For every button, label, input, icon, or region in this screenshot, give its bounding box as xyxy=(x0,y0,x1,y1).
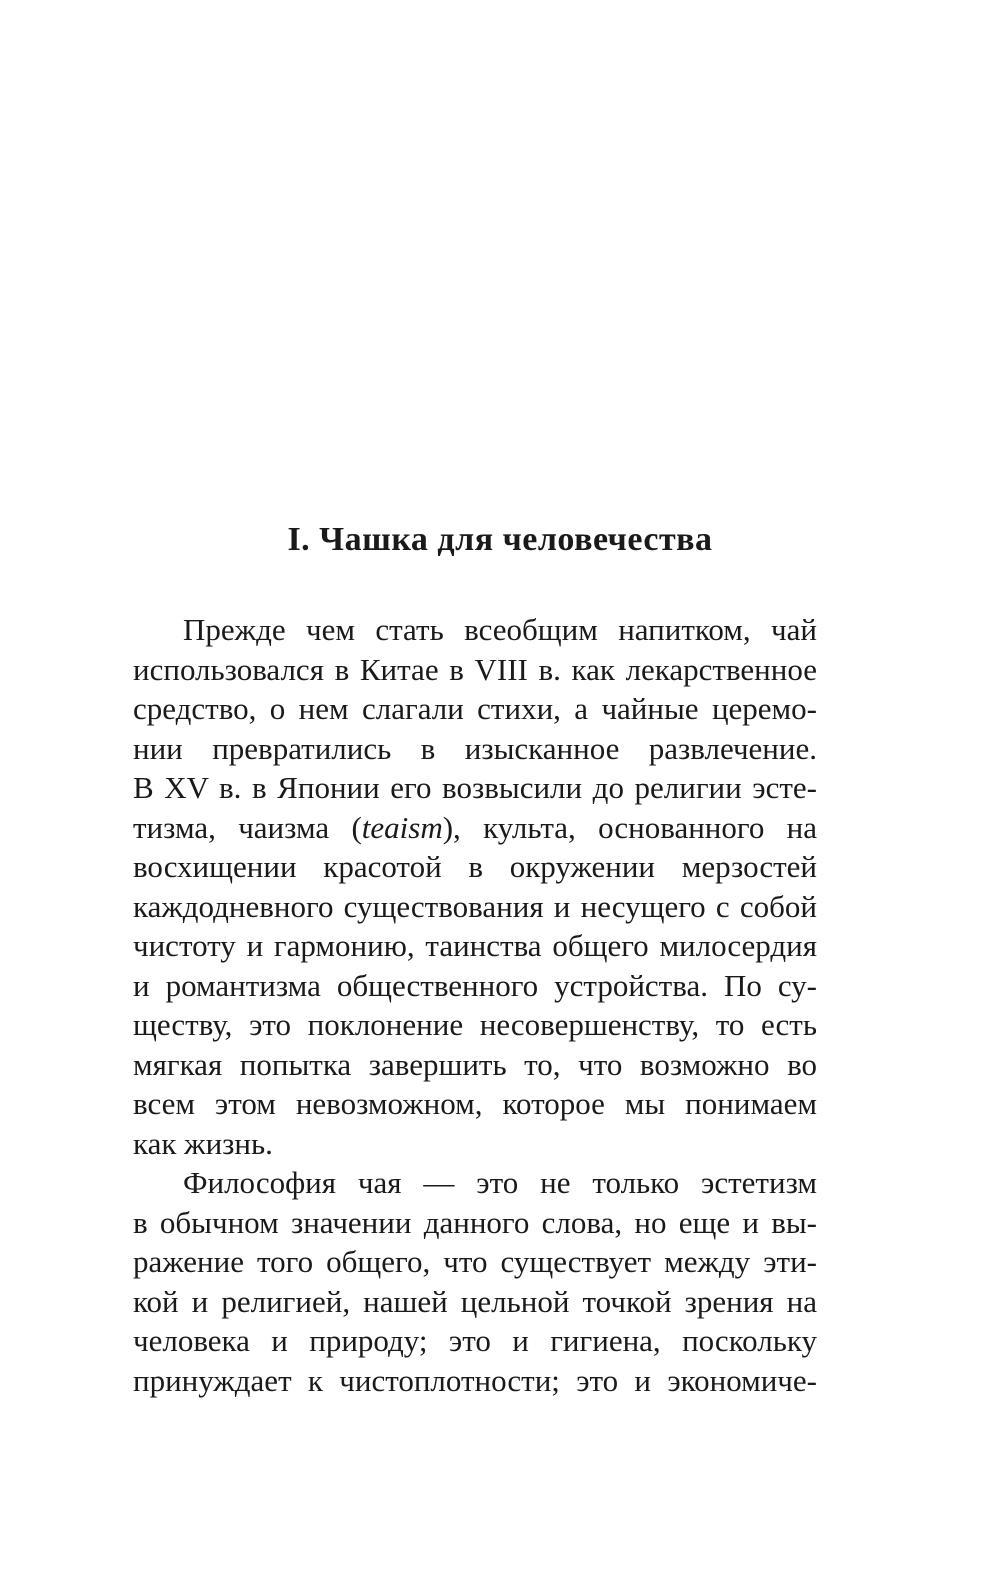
text-fragment: тизма, чаизма ( xyxy=(133,809,362,845)
body-text xyxy=(133,610,817,1400)
text-line: чистоту и гармонию, таинства общего милосердия xyxy=(133,928,817,963)
paragraph-1 xyxy=(133,610,817,1163)
italic-term: teaism xyxy=(361,809,443,845)
text-line: ражение того общего, что существует между эти- xyxy=(133,1244,817,1279)
text-line: и романтизма общественного устройства. По су- xyxy=(133,967,817,1003)
text-line: в обычном значении данного слова, но еще и вы- xyxy=(133,1204,817,1240)
text-line: человека и природу; это и гигиена, поскольку xyxy=(133,1323,817,1358)
text-line: кой и религией, нашей цельной точкой зрения на xyxy=(133,1283,817,1319)
text-line: средство, о нем слагали стихи, а чайные церемо- xyxy=(133,691,817,726)
text-line: как жизнь. xyxy=(133,1125,273,1161)
text-line: каждодневного существования и несущего с собой xyxy=(133,888,817,924)
text-line: нии превратились в изысканное развлечение. xyxy=(133,730,817,766)
text-line: В XV в. в Японии его возвысили до религии эсте- xyxy=(133,770,817,805)
paragraph-2 xyxy=(133,1163,817,1400)
text-line: Прежде чем стать всеобщим напитком, чай xyxy=(183,612,817,647)
text-line: ществу, это поклонение несовершенству, то есть xyxy=(133,1007,817,1042)
text-line: мягкая попытка завершить то, что возможно во xyxy=(133,1046,817,1082)
text-line-with-italic xyxy=(133,808,817,848)
text-line: Философия чая — это не только эстетизм xyxy=(183,1165,817,1200)
text-line: принуждает к чистоплотности; это и экономиче- xyxy=(133,1362,817,1398)
text-line: использовался в Китае в VIII в. как лекарственное xyxy=(133,651,817,687)
text-line: всем этом невозможном, которое мы понимаем xyxy=(133,1086,817,1121)
chapter-title: I. Чашка для человечества xyxy=(287,521,713,558)
text-fragment: ), культа, основанного на xyxy=(442,809,818,845)
text-line: восхищении красотой в окружении мерзостей xyxy=(133,849,817,884)
